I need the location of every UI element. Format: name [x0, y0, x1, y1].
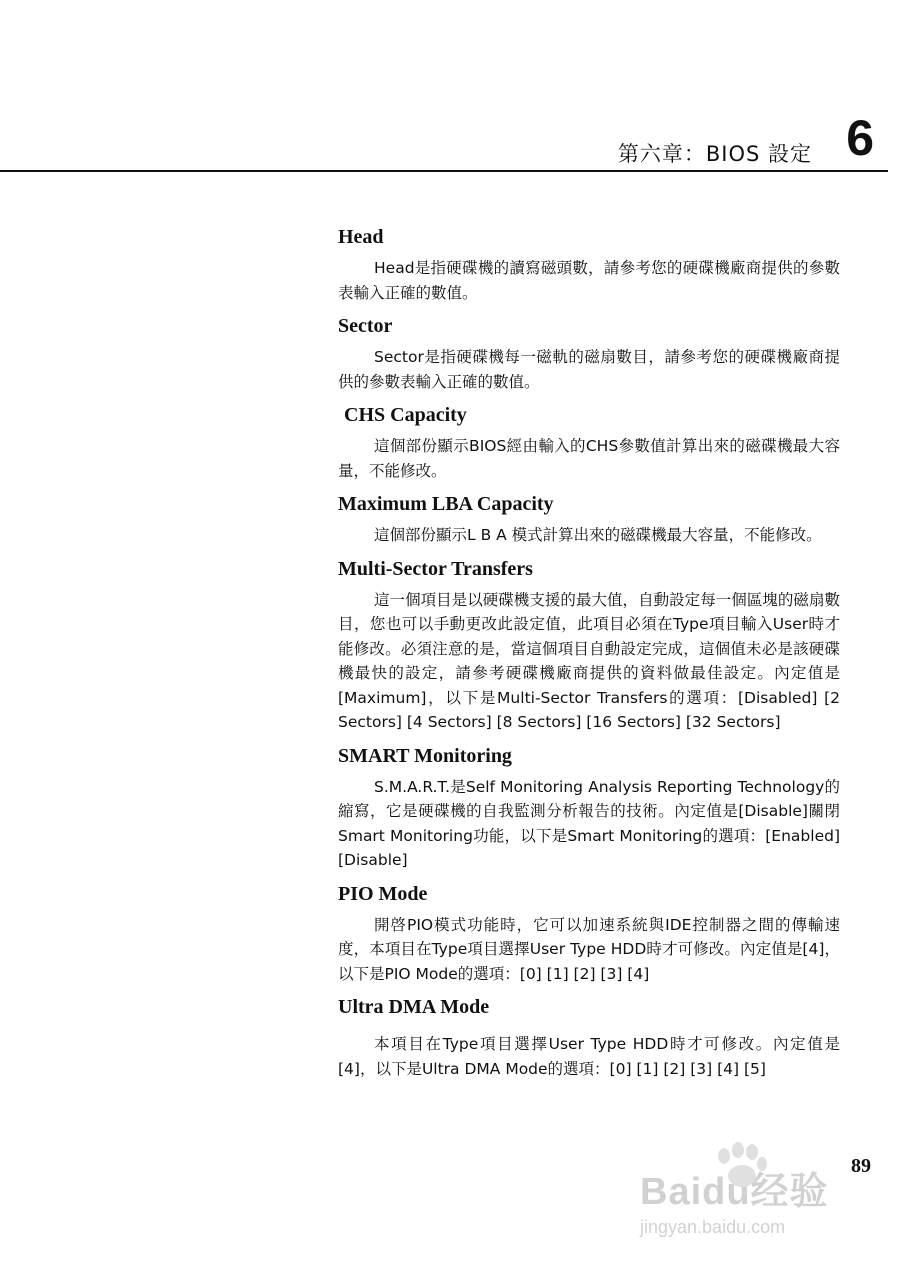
baidu-watermark [640, 1160, 850, 1240]
section-body: 這個部份顯示BIOS經由輸入的CHS參數值計算出來的磁碟機最大容量，不能修改。 [338, 437, 840, 480]
section-ultra-dma-mode [338, 994, 840, 1081]
paw-icon [710, 1142, 770, 1192]
section-multi-sector-transfers [338, 556, 840, 735]
section-heading: CHS Capacity [344, 404, 467, 426]
section-heading: Multi-Sector Transfers [338, 557, 533, 580]
section-body: 這個部份顯示L B A 模式計算出來的磁碟機最大容量，不能修改。 [374, 526, 822, 544]
section-body: 這一個項目是以硬碟機支援的最大值，自動設定每一個區塊的磁扇數目，您也可以手動更改此設定值，此項目必須在Type項目輸入User時才能修改。必須注意的是，當這個項目自動設定完成，這個值未必是該硬碟機最快的設定，請參考硬碟機廠商提供的資料做最佳設定。內定值是[Maximum]，以下是Multi-Sector Transfers的選項：[Disabled] [2 Sectors] [4 Sectors] [8 Sectors] [16 Sectors] [32 Sectors] [338, 590, 840, 731]
section-sector [338, 313, 840, 394]
section-body: 本項目在Type項目選擇User Type HDD時才可修改。內定值是[4]，以下是Ultra DMA Mode的選項：[0] [1] [2] [3] [4] [5] [338, 1035, 840, 1078]
section-body: 開啓PIO模式功能時，它可以加速系統與IDE控制器之間的傳輸速度，本項目在Type項目選擇User Type HDD時才可修改。內定值是[4]，以下是PIO Mode的選項：[0] [1] [2] [3] [4] [338, 915, 840, 983]
watermark-logo: Baidu经验 [640, 1171, 829, 1213]
chapter-number: 6 [846, 110, 874, 166]
section-heading: SMART Monitoring [338, 744, 512, 767]
section-heading: Head [338, 226, 384, 248]
section-body: S.M.A.R.T.是Self Monitoring Analysis Reporting Technology的縮寫，它是硬碟機的自我監測分析報告的技術。內定值是[Disable]關閉Smart Monitoring功能，以下是Smart Monitoring的選項：[Enabled] [Disable] [338, 777, 840, 869]
section-head [338, 224, 840, 305]
section-max-lba-capacity [338, 491, 840, 548]
section-pio-mode [338, 881, 840, 987]
section-chs-capacity [338, 402, 840, 483]
section-smart-monitoring [338, 743, 840, 873]
section-heading: PIO Mode [338, 882, 428, 905]
section-heading: Sector [338, 315, 393, 337]
section-heading: Maximum LBA Capacity [338, 493, 554, 515]
page-content [338, 224, 840, 1089]
chapter-title: 第六章：BIOS 設定 [617, 142, 812, 166]
section-body: Sector是指硬碟機每一磁軌的磁扇數目，請參考您的硬碟機廠商提供的參數表輸入正確的數值。 [338, 348, 840, 391]
section-heading: Ultra DMA Mode [338, 996, 490, 1018]
section-body: Head是指硬碟機的讀寫磁頭數，請參考您的硬碟機廠商提供的參數表輸入正確的數值。 [338, 259, 840, 302]
page-number: 89 [851, 1155, 871, 1177]
watermark-url: jingyan.baidu.com [640, 1217, 786, 1237]
chapter-header [0, 108, 888, 172]
